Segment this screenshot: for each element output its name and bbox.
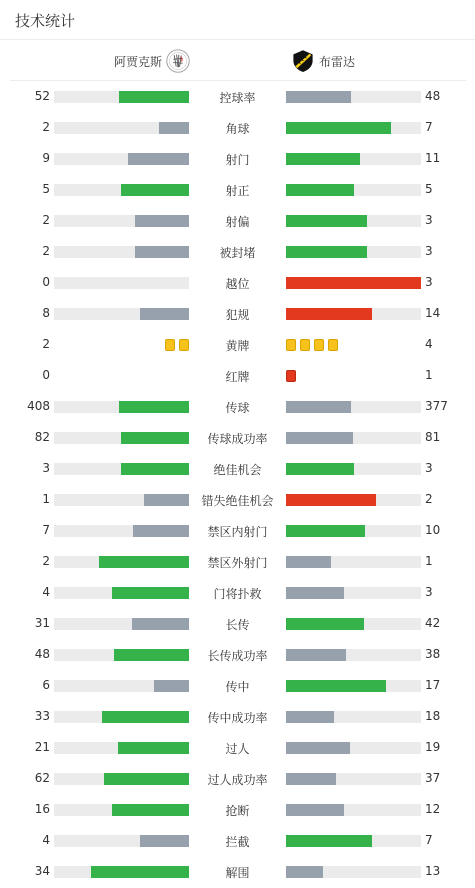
home-bar-fill (128, 153, 189, 165)
home-value: 82 (34, 430, 50, 444)
away-bar-track (286, 463, 421, 475)
home-bar-track (54, 246, 189, 258)
home-bar-track (54, 649, 189, 661)
stat-label: 门将扑救 (213, 587, 262, 601)
away-value: 11 (425, 151, 441, 165)
away-value: 7 (425, 120, 433, 134)
stat-row (0, 609, 475, 640)
stat-row (0, 547, 475, 578)
away-value: 4 (425, 337, 433, 351)
stat-label: 射正 (225, 184, 250, 198)
home-bar-fill (154, 680, 189, 692)
home-value: 9 (42, 151, 50, 165)
teams-header (10, 41, 466, 81)
home-value: 0 (42, 368, 50, 382)
home-bar-track (54, 773, 189, 785)
stat-row (0, 454, 475, 485)
home-bar-fill (132, 618, 189, 630)
stat-row (0, 113, 475, 144)
home-bar-fill (119, 91, 189, 103)
stat-row (0, 640, 475, 671)
away-bar-track (286, 587, 421, 599)
home-value: 31 (34, 616, 50, 630)
away-bar-fill (286, 773, 336, 785)
stats-list (0, 82, 475, 888)
home-value: 6 (42, 678, 50, 692)
away-value: 3 (425, 244, 433, 258)
away-bar-track (286, 804, 421, 816)
away-bar-track (286, 432, 421, 444)
away-bar-track (286, 153, 421, 165)
ajax-logo-icon (166, 49, 190, 73)
stat-row (0, 299, 475, 330)
stat-label: 红牌 (225, 370, 250, 384)
away-bar-track (286, 308, 421, 320)
home-bar-fill (140, 835, 189, 847)
stat-row (0, 485, 475, 516)
stat-row (0, 330, 475, 361)
stat-label: 过人成功率 (207, 773, 268, 787)
stat-label: 传球 (225, 401, 250, 415)
home-value: 33 (34, 709, 50, 723)
away-value: 3 (425, 461, 433, 475)
home-bar-fill (121, 463, 189, 475)
stat-label: 越位 (225, 277, 250, 291)
home-value: 4 (42, 833, 50, 847)
away-bar-fill (286, 649, 346, 661)
home-bar-track (54, 91, 189, 103)
home-bar-fill (144, 494, 189, 506)
yellow-card-icon (286, 339, 296, 351)
home-bar-fill (135, 246, 189, 258)
away-bar-track (286, 91, 421, 103)
home-value: 16 (34, 802, 50, 816)
away-value: 2 (425, 492, 433, 506)
home-bar-fill (102, 711, 189, 723)
away-value: 17 (425, 678, 441, 692)
home-value: 34 (34, 864, 50, 878)
home-bar-track (54, 153, 189, 165)
away-value: 5 (425, 182, 433, 196)
away-cards (286, 339, 338, 351)
away-bar-track (286, 525, 421, 537)
home-bar-fill (91, 866, 189, 878)
stat-row (0, 237, 475, 268)
home-bar-track (54, 711, 189, 723)
home-bar-track (54, 184, 189, 196)
away-bar-fill (286, 401, 351, 413)
home-value: 3 (42, 461, 50, 475)
away-bar-track (286, 246, 421, 258)
page-title: 技术统计 (15, 12, 76, 30)
stat-label: 控球率 (219, 91, 256, 105)
nac-breda-logo-icon (291, 49, 315, 73)
home-bar-track (54, 277, 189, 289)
stat-row (0, 423, 475, 454)
home-bar-track (54, 587, 189, 599)
home-bar-track (54, 618, 189, 630)
yellow-card-icon (165, 339, 175, 351)
stat-row (0, 206, 475, 237)
stat-row (0, 578, 475, 609)
away-bar-fill (286, 308, 372, 320)
away-bar-track (286, 401, 421, 413)
away-bar-track (286, 277, 421, 289)
home-bar-track (54, 804, 189, 816)
home-value: 48 (34, 647, 50, 661)
home-bar-track (54, 556, 189, 568)
away-bar-track (286, 122, 421, 134)
home-bar-fill (135, 215, 189, 227)
home-bar-track (54, 835, 189, 847)
home-bar-track (54, 308, 189, 320)
stat-label: 禁区外射门 (207, 556, 268, 570)
away-value: 3 (425, 213, 433, 227)
away-value: 3 (425, 275, 433, 289)
home-value: 0 (42, 275, 50, 289)
away-bar-track (286, 711, 421, 723)
stat-row (0, 175, 475, 206)
home-bar-track (54, 494, 189, 506)
yellow-card-icon (314, 339, 324, 351)
stat-label: 长传 (225, 618, 250, 632)
away-bar-fill (286, 866, 323, 878)
away-bar-track (286, 618, 421, 630)
stat-label: 角球 (225, 122, 250, 136)
away-value: 7 (425, 833, 433, 847)
away-value: 81 (425, 430, 441, 444)
away-value: 19 (425, 740, 441, 754)
home-bar-track (54, 680, 189, 692)
stat-row (0, 764, 475, 795)
home-bar-track (54, 122, 189, 134)
away-bar-fill (286, 680, 386, 692)
away-bar-track (286, 680, 421, 692)
away-bar-fill (286, 711, 334, 723)
home-bar-fill (159, 122, 189, 134)
home-bar-fill (104, 773, 189, 785)
stat-row (0, 826, 475, 857)
yellow-card-icon (179, 339, 189, 351)
stat-row (0, 795, 475, 826)
home-bar-fill (121, 184, 189, 196)
stat-row (0, 857, 475, 888)
away-bar-fill (286, 432, 353, 444)
away-value: 1 (425, 554, 433, 568)
stat-row (0, 671, 475, 702)
away-bar-track (286, 866, 421, 878)
away-bar-fill (286, 618, 364, 630)
away-value: 42 (425, 616, 441, 630)
away-cards (286, 370, 296, 382)
away-bar-fill (286, 835, 372, 847)
home-value: 2 (42, 213, 50, 227)
stat-label: 拦截 (225, 835, 250, 849)
stat-label: 射门 (225, 153, 250, 167)
away-bar-fill (286, 804, 344, 816)
away-bar-fill (286, 215, 367, 227)
stat-label: 传球成功率 (207, 432, 268, 446)
away-value: 1 (425, 368, 433, 382)
home-bar-track (54, 742, 189, 754)
away-bar-fill (286, 587, 344, 599)
away-bar-fill (286, 122, 391, 134)
away-bar-track (286, 773, 421, 785)
stat-label: 绝佳机会 (213, 463, 262, 477)
stat-row (0, 144, 475, 175)
home-bar-track (54, 525, 189, 537)
stat-label: 长传成功率 (207, 649, 268, 663)
away-bar-track (286, 215, 421, 227)
away-value: 38 (425, 647, 441, 661)
away-bar-track (286, 835, 421, 847)
away-bar-fill (286, 525, 365, 537)
home-value: 4 (42, 585, 50, 599)
home-team-name: 阿贾克斯 (113, 54, 162, 69)
away-value: 13 (425, 864, 441, 878)
stat-row (0, 733, 475, 764)
home-value: 408 (27, 399, 50, 413)
home-bar-fill (112, 587, 189, 599)
yellow-card-icon (328, 339, 338, 351)
yellow-card-icon (300, 339, 310, 351)
home-cards (165, 339, 189, 351)
away-team-name: 布雷达 (319, 54, 356, 69)
away-bar-track (286, 494, 421, 506)
home-bar-track (54, 866, 189, 878)
away-bar-fill (286, 246, 367, 258)
away-bar-fill (286, 494, 376, 506)
home-bar-track (54, 401, 189, 413)
stat-row (0, 268, 475, 299)
stat-label: 解围 (225, 866, 250, 880)
home-bar-track (54, 432, 189, 444)
away-value: 377 (425, 399, 448, 413)
home-value: 7 (42, 523, 50, 537)
home-value: 5 (42, 182, 50, 196)
stat-row (0, 361, 475, 392)
away-value: 14 (425, 306, 441, 320)
away-value: 37 (425, 771, 441, 785)
stat-label: 传中 (225, 680, 250, 694)
home-bar-fill (114, 649, 189, 661)
stat-label: 禁区内射门 (207, 525, 268, 539)
stat-label: 射偏 (225, 215, 250, 229)
stat-label: 错失绝佳机会 (201, 494, 274, 508)
away-value: 10 (425, 523, 441, 537)
home-value: 8 (42, 306, 50, 320)
away-value: 3 (425, 585, 433, 599)
stat-label: 抢断 (225, 804, 250, 818)
stat-label: 被封堵 (219, 246, 256, 260)
stat-row (0, 82, 475, 113)
away-value: 12 (425, 802, 441, 816)
away-value: 48 (425, 89, 441, 103)
red-card-icon (286, 370, 296, 382)
away-bar-fill (286, 184, 354, 196)
away-bar-fill (286, 91, 351, 103)
away-bar-track (286, 184, 421, 196)
away-team[interactable] (291, 49, 355, 73)
home-bar-track (54, 215, 189, 227)
home-bar-fill (118, 742, 189, 754)
stat-label: 过人 (225, 742, 250, 756)
home-team[interactable] (114, 49, 190, 73)
home-bar-fill (121, 432, 189, 444)
home-value: 2 (42, 244, 50, 258)
stat-row (0, 392, 475, 423)
home-value: 62 (34, 771, 50, 785)
away-bar-track (286, 742, 421, 754)
page-header (0, 0, 475, 40)
home-bar-fill (112, 804, 189, 816)
home-bar-fill (99, 556, 189, 568)
away-bar-track (286, 556, 421, 568)
away-bar-fill (286, 742, 350, 754)
stat-label: 黄牌 (225, 339, 250, 353)
home-value: 52 (34, 89, 50, 103)
home-value: 2 (42, 554, 50, 568)
home-bar-fill (119, 401, 189, 413)
stat-row (0, 516, 475, 547)
stat-label: 犯规 (225, 308, 250, 322)
away-bar-fill (286, 277, 421, 289)
stat-row (0, 702, 475, 733)
home-bar-fill (140, 308, 189, 320)
home-value: 2 (42, 120, 50, 134)
home-value: 2 (42, 337, 50, 351)
home-bar-track (54, 463, 189, 475)
away-bar-fill (286, 556, 331, 568)
home-value: 1 (42, 492, 50, 506)
away-bar-fill (286, 463, 354, 475)
away-value: 18 (425, 709, 441, 723)
stat-label: 传中成功率 (207, 711, 268, 725)
away-bar-track (286, 649, 421, 661)
home-bar-fill (133, 525, 189, 537)
home-value: 21 (34, 740, 50, 754)
away-bar-fill (286, 153, 360, 165)
